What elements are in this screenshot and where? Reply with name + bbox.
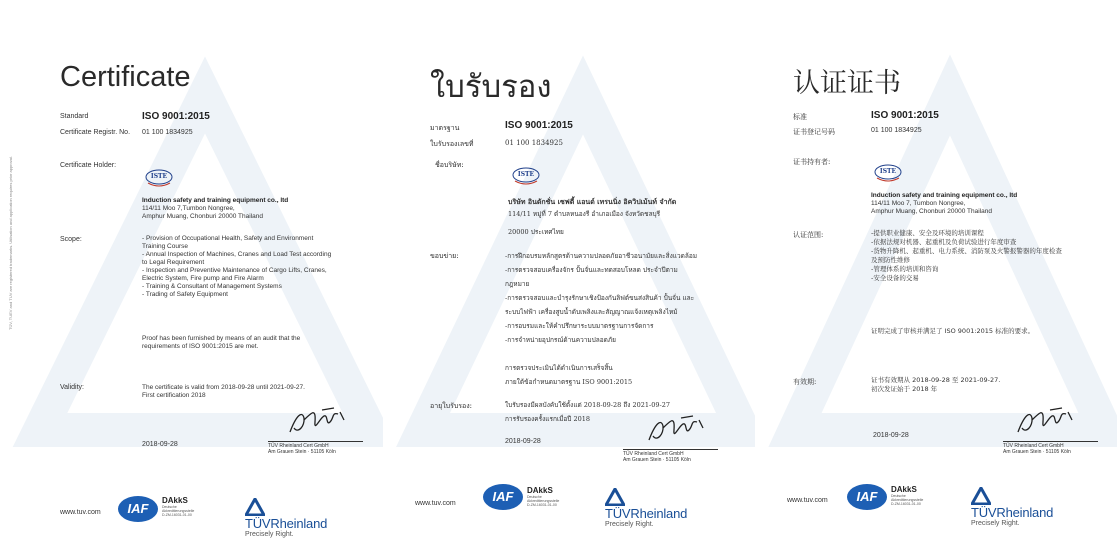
holder-address-line: 114/11 Moo 7,Tumbon Nongree, <box>142 205 235 212</box>
tuv-rheinland-logo: TÜVRheinland Precisely Right. <box>971 487 1053 527</box>
scope-item: - Trading of Safety Equipment <box>142 291 228 298</box>
registration-value: 01 100 1834925 <box>505 139 563 147</box>
scope-item: - Training & Consultant of Management Systems <box>142 283 282 290</box>
signer-company-line: Am Grauen Stein · 51105 Köln <box>268 449 336 455</box>
tuv-rheinland-logo: TÜVRheinland Precisely Right. <box>245 498 327 538</box>
dakks-logo: DAkkS Deutsche Akkreditierungsstelle D-ZM-16031-01-00 <box>162 496 195 517</box>
registration-value: 01 100 1834925 <box>142 129 193 136</box>
scope-item: 及预防性维修 <box>871 256 910 264</box>
registration-label: Certificate Registr. No. <box>60 129 131 136</box>
issue-date: 2018-09-28 <box>505 438 541 445</box>
signer-company-line: TÜV Rheinland Cert GmbH <box>268 443 329 449</box>
scope-item: Training Course <box>142 243 189 250</box>
validity-label: 有效期: <box>793 378 817 386</box>
proof-text <box>871 327 1034 336</box>
registration-value: 01 100 1834925 <box>871 127 922 134</box>
scope-item: ระบบไฟฟ้า เครื่องสูบน้ำดับเพลิงและสัญญาณแจ้งเหตุเพลิงไหม้ <box>505 308 678 316</box>
website-link[interactable]: www.tuv.com <box>787 497 828 504</box>
holder-label: ชื่อบริษัท: <box>435 161 464 169</box>
signature-line <box>268 441 363 442</box>
holder-address-line: 114/11 หมู่ที่ 7 ตำบลหนองรี อำเภอเมือง จังหวัดชลบุรี <box>508 210 661 218</box>
holder-label: 证书持有者: <box>793 158 831 166</box>
holder-name: บริษัท อินดักชั่น เซฟตี้ แอนด์ เทรนนิ่ง อิควิปเม้นท์ จำกัด <box>508 197 677 206</box>
iaf-logo: IAF <box>483 484 523 510</box>
iste-logo: ISTE <box>511 166 541 186</box>
holder-address-line: Amphur Muang, Chonburi 20000 Thailand <box>142 213 263 220</box>
scope-item: -การฝึกอบรมหลักสูตรด้านความปลอดภัยอาชีวอนามัยและสิ่งแวดล้อม <box>505 252 698 260</box>
validity-text <box>871 376 1000 394</box>
holder-address <box>142 205 263 221</box>
scope-item: to Legal Requirement <box>142 259 205 266</box>
iste-logo: ISTE <box>144 168 174 188</box>
signature <box>282 398 352 442</box>
standard-value: ISO 9001:2015 <box>871 110 939 121</box>
scope-item: Electric System, Fire pump and Fire Alarm <box>142 275 264 282</box>
proof-line: 证明完成了审核并满足了 ISO 9001:2015 标准的要求。 <box>871 327 1035 335</box>
scope-item: -提供职业健康、安全及环境的培训课程 <box>871 229 984 237</box>
website-link[interactable]: www.tuv.com <box>60 509 101 516</box>
certificate-title: Certificate <box>60 61 191 93</box>
holder-label: Certificate Holder: <box>60 162 117 169</box>
issue-date: 2018-09-28 <box>142 441 178 448</box>
holder-address <box>871 200 992 216</box>
registration-label: ใบรับรองเลขที่ <box>430 140 474 148</box>
standard-label: 标准 <box>793 113 807 121</box>
validity-text <box>142 384 305 400</box>
iaf-logo: IAF <box>847 484 887 510</box>
validity-label: อายุใบรับรอง: <box>430 402 473 410</box>
dakks-logo: DAkkS Deutsche Akkreditierungsstelle D-ZM-16031-01-00 <box>527 486 560 507</box>
iste-logo: ISTE <box>873 163 903 183</box>
proof-line: ภายใต้ข้อกำหนดมาตรฐาน ISO 9001:2015 <box>505 378 633 386</box>
signer-company-line: TÜV Rheinland Cert GmbH <box>1003 443 1064 449</box>
scope-item: -การอบรมและให้คำปรึกษาระบบมาตรฐานการจัดการ <box>505 322 654 330</box>
validity-line: First certification 2018 <box>142 392 206 399</box>
standard-value: ISO 9001:2015 <box>505 120 573 131</box>
signer-company-line: Am Grauen Stein · 51105 Köln <box>623 457 691 463</box>
holder-address <box>508 207 660 239</box>
certificate-title: 认证证书 <box>793 68 901 99</box>
proof-line: การตรวจประเมินได้ดำเนินการเสร็จสิ้น <box>505 364 613 372</box>
tuv-triangle-icon <box>605 488 625 506</box>
tuv-triangle-icon <box>971 487 991 505</box>
proof-text <box>142 335 300 351</box>
proof-line: requirements of ISO 9001:2015 are met. <box>142 343 259 350</box>
dakks-logo: DAkkS Deutsche Akkreditierungsstelle D-ZM-16031-01-00 <box>891 485 924 506</box>
scope-item: - Provision of Occupational Health, Safety and Environment <box>142 235 314 242</box>
website-link[interactable]: www.tuv.com <box>415 500 456 507</box>
scope-item: -安全设备的交易 <box>871 274 919 282</box>
scope-item: -管理体系的培训和咨询 <box>871 265 939 273</box>
issue-date: 2018-09-28 <box>873 432 909 439</box>
registration-label: 证书登记号码 <box>793 128 835 136</box>
scope-item: -การตรวจสอบและบำรุงรักษาเชิงป้องกันลิฟต์ขนส่งสินค้า ปั้นจั่น และ <box>505 294 695 302</box>
scope-list <box>871 229 1062 283</box>
standard-value: ISO 9001:2015 <box>142 111 210 122</box>
certificate-title: ใบรับรอง <box>430 69 552 105</box>
standard-label: มาตรฐาน <box>430 124 460 132</box>
scope-label: 认证范围: <box>793 231 824 239</box>
scope-item: -依据法规对机器、起重机及负荷试验进行年度审查 <box>871 238 1017 246</box>
trademark-side-text: TÜV, TUEV and TUV are registered trademarks. Utilisation and application requires prior approval. <box>8 155 13 330</box>
scope-list <box>142 235 331 299</box>
validity-line: การรับรองครั้งแรกเมื่อปี 2018 <box>505 415 591 423</box>
scope-list <box>505 249 697 347</box>
signer-company <box>1003 443 1071 455</box>
validity-line: ใบรับรองมีผลบังคับใช้ตั้งแต่ 2018-09-28 ถึง 2021-09-27 <box>505 401 670 409</box>
signature <box>1010 398 1080 442</box>
scope-item: - Inspection and Preventive Maintenance of Cargo Lifts, Cranes, <box>142 267 327 274</box>
scope-label: Scope: <box>60 236 82 243</box>
holder-address-line: 114/11 Moo 7, Tumbon Nongree, <box>871 200 966 207</box>
certificate-chinese <box>755 0 1117 538</box>
validity-line: 证书有效期从 2018-09-28 至 2021-09-27. <box>871 376 1001 384</box>
signer-company <box>623 451 691 463</box>
standard-label: Standard <box>60 113 89 120</box>
tuv-rheinland-logo: TÜVRheinland Precisely Right. <box>605 488 687 528</box>
scope-label: ขอบข่าย: <box>430 252 459 260</box>
validity-line: The certificate is valid from 2018-09-28 until 2021-09-27. <box>142 384 305 391</box>
scope-item: กฎหมาย <box>505 280 530 288</box>
signature-line <box>1003 441 1098 442</box>
certificate-thai <box>383 0 755 538</box>
proof-text <box>505 361 632 389</box>
signer-company-line: TÜV Rheinland Cert GmbH <box>623 451 684 457</box>
scope-item: -การตรวจสอบเครื่องจักร ปั้นจั่นและทดสอบโหลด ประจำปีตาม <box>505 266 678 274</box>
proof-line: Proof has been furnished by means of an audit that the <box>142 335 301 342</box>
holder-address-line: 20000 ประเทศไทย <box>508 228 564 236</box>
signer-company <box>268 443 336 455</box>
tuv-triangle-icon <box>245 498 265 516</box>
signature-line <box>623 449 718 450</box>
validity-label: Validity: <box>60 384 84 391</box>
scope-item: -货物升降机、起重机、电力系统、消防泵及火警报警器的年度检查 <box>871 247 1062 255</box>
validity-line: 初次发证始于 2018 年 <box>871 385 938 393</box>
certificate-english <box>0 0 383 538</box>
scope-item: -การจำหน่ายอุปกรณ์ด้านความปลอดภัย <box>505 336 616 344</box>
holder-name: Induction safety and training equipment co., ltd <box>871 192 1018 199</box>
signer-company-line: Am Grauen Stein · 51105 Köln <box>1003 449 1071 455</box>
holder-address-line: Amphur Muang, Chonburi 20000 Thailand <box>871 208 992 215</box>
scope-item: - Annual Inspection of Machines, Cranes and Load Test according <box>142 251 332 258</box>
holder-name: Induction safety and training equipment co., ltd <box>142 197 289 204</box>
iaf-logo: IAF <box>118 496 158 522</box>
signature <box>641 406 711 450</box>
